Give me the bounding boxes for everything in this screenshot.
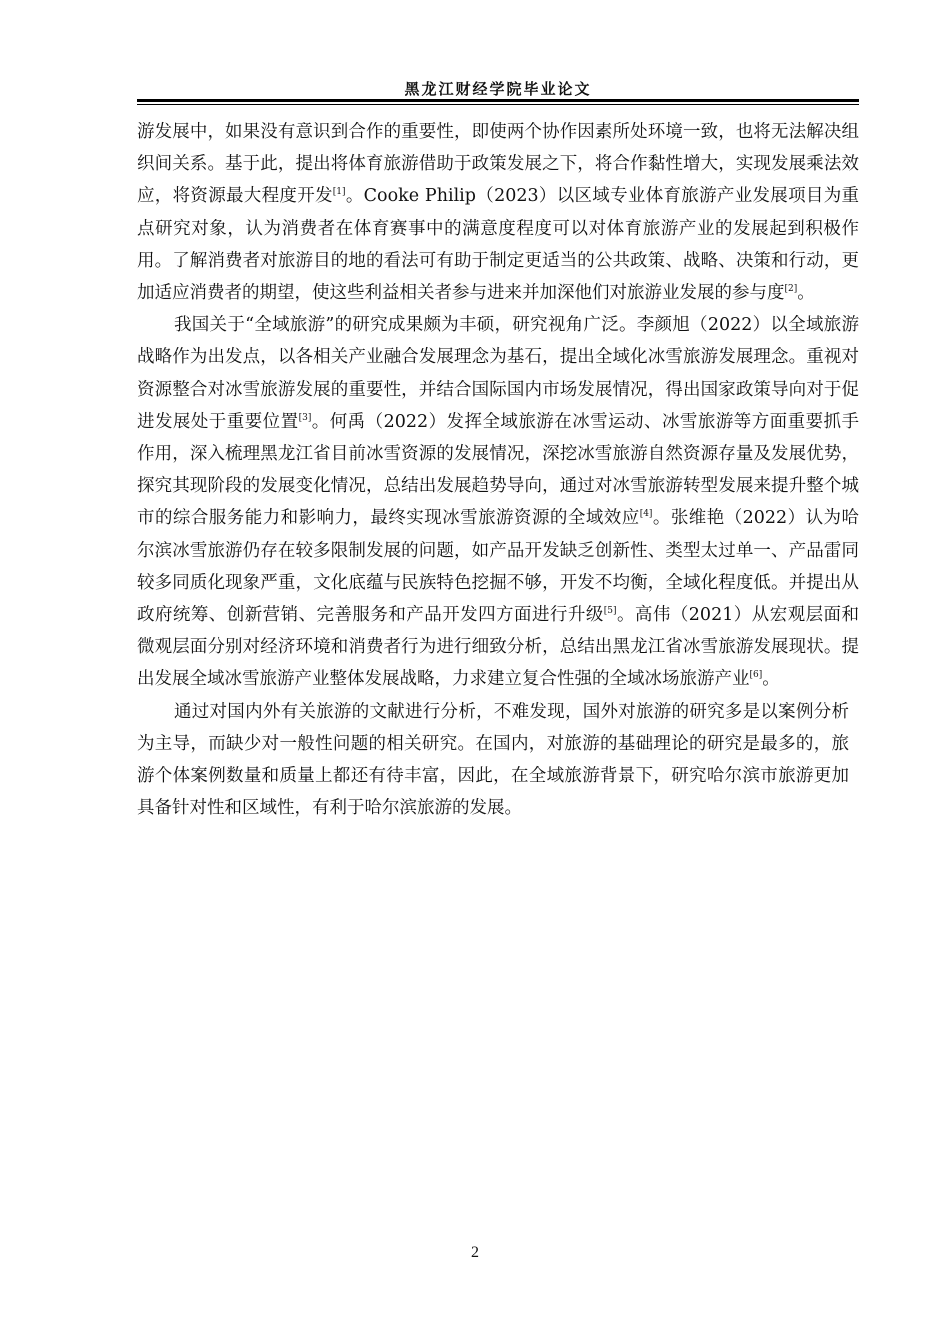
text-run: 通过对国内外有关旅游的文献进行分析，不难发现，国外对旅游的研究多是以案例分析为主导，而缺少对一般性问题的相关研究。在国内，对旅游的基础理论的研究是最多的，旅游个体案例数量和质量上都还有待丰富，因此，在全域旅游背景下，研究哈尔滨市旅游更加具备针对性和区域性，有利于哈尔滨旅游的发展。 [137, 701, 849, 819]
header-title: 黑龙江财经学院毕业论文 [404, 80, 592, 98]
text-run: 。 [797, 283, 815, 304]
text-run: 。张维艳（2022）认为哈尔滨冰雪旅游仍存在较多限制发展的问题，如产品开发缺乏创新性、类型太过单一、产品雷同较多同质化现象严重，文化底蕴与民族特色挖掘不够，开发不均衡，全域化程度低。并提出从政府统筹、创新营销、完善服务和产品开发四方面进行升级 [137, 508, 860, 626]
citation-ref: [1] [332, 187, 346, 198]
body-text [137, 116, 859, 824]
citation-ref: [5] [603, 606, 617, 617]
citation-ref: [3] [298, 413, 312, 423]
text-run: 。 [762, 669, 780, 690]
page-number: 2 [471, 1244, 479, 1261]
text-run: 游发展中，如果没有意识到合作的重要性，即使两个协作因素所处环境一致，也将无法解决组织间关系。基于此，提出将体育旅游借助于政策发展之下，将合作黏性增大，实现发展乘法效应，将资源最大程度开发 [137, 122, 859, 207]
header-rule-thick [137, 99, 859, 102]
paragraph-3 [137, 696, 849, 825]
text-run: 。Cooke Philip（2023）以区域专业体育旅游产业发展项目为重点研究对象，认为消费者在体育赛事中的满意度程度可以对体育旅游产业的发展起到积极作用。了解消费者对旅游目的地的看法可有助于制定更适当的公共政策、战略、决策和行动，更加适应消费者的期望，使这些利益相关者参与进来并加深他们对旅游业发展的参与度 [137, 186, 859, 304]
citation-ref: [4] [639, 509, 653, 520]
citation-ref: [2] [784, 284, 798, 295]
citation-ref: [6] [749, 670, 763, 681]
header-rule-thin [137, 104, 859, 105]
text-run: 。高伟（2021）从宏观层面和微观层面分别对经济环境和消费者行为进行细致分析，总结出黑龙江省冰雪旅游发展现状。提出发展全域冰雪旅游产业整体发展战略，力求建立复合性强的全域冰场旅游产业 [137, 605, 859, 690]
text-run: 。何禹（2022）发挥全域旅游在冰雪运动、冰雪旅游等方面重要抓手作用，深入梳理黑龙江省目前冰雪资源的发展情况，深挖冰雪旅游自然资源存量及发展优势，探究其现阶段的发展变化情况，总结出发展趋势导向，通过对冰雪旅游转型发展来提升整个城市的综合服务能力和影响力，最终实现冰雪旅游资源的全域效应 [137, 411, 859, 529]
text-run: 我国关于“全域旅游”的研究成果颇为丰硕，研究视角广泛。李颜旭（2022）以全域旅游战略作为出发点，以各相关产业融合发展理念为基石，提出全域化冰雪旅游发展理念。重视对资源整合对冰雪旅游发展的重要性，并结合国际国内市场发展情况，得出国家政策导向对于促进发展处于重要位置 [137, 315, 859, 432]
paragraph-2 [137, 309, 859, 695]
paragraph-1 [137, 116, 859, 309]
